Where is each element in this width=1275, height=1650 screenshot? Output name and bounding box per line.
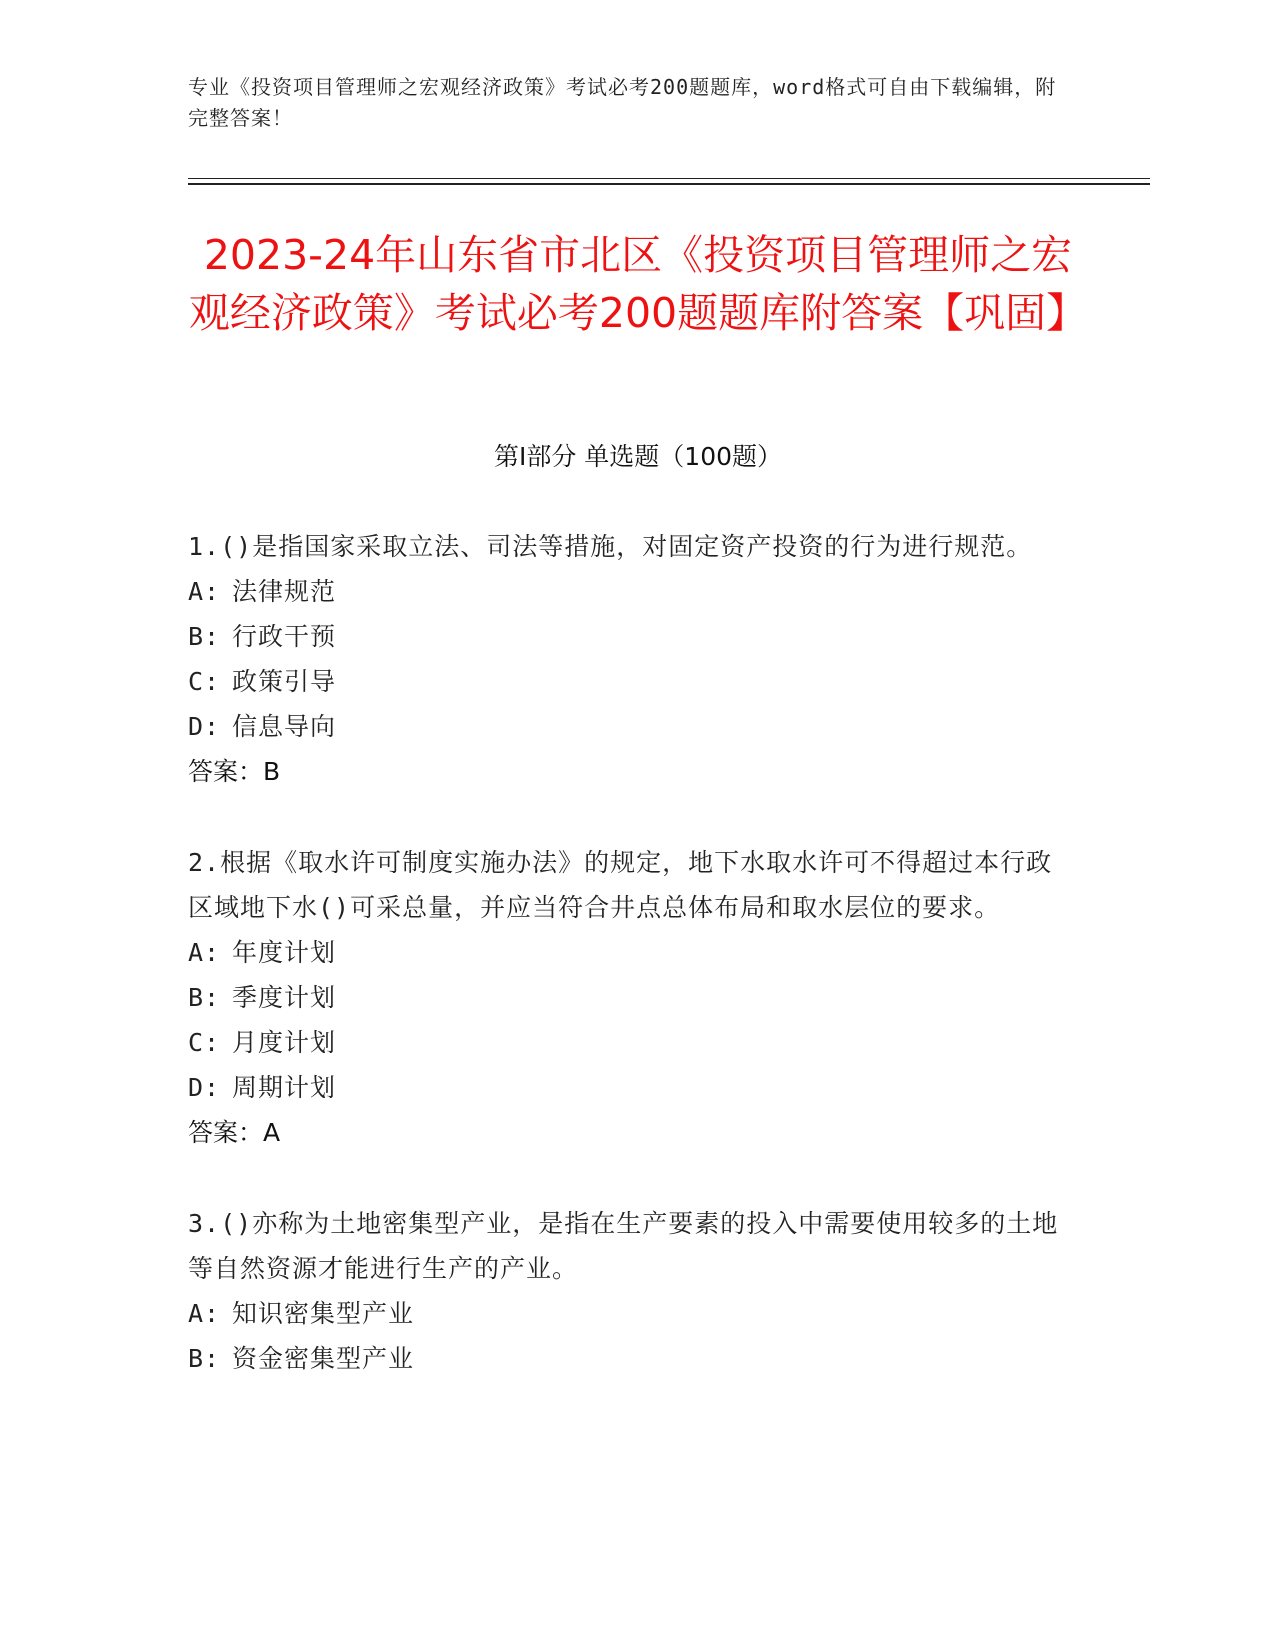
option-key: D: xyxy=(188,712,221,741)
option-text: 政策引导 xyxy=(232,667,337,696)
question-stem: 2.根据《取水许可制度实施办法》的规定，地下水取水许可不得超过本行政区域地下水()可采总量，并应当符合井点总体布局和取水层位的要求。 xyxy=(188,848,1053,922)
option-a xyxy=(188,930,1068,975)
section-heading: 第I部分 单选题（100题） xyxy=(493,442,783,471)
question-2 xyxy=(188,840,1068,1155)
option-key: B: xyxy=(188,1344,221,1373)
option-text: 资金密集型产业 xyxy=(232,1344,415,1373)
option-a xyxy=(188,569,1068,614)
option-text: 周期计划 xyxy=(232,1073,337,1102)
option-key: C: xyxy=(188,1028,221,1057)
answer-line: 答案：A xyxy=(188,1118,281,1147)
option-key: B: xyxy=(188,983,221,1012)
question-stem: 1.()是指国家采取立法、司法等措施，对固定资产投资的行为进行规范。 xyxy=(188,532,1033,561)
option-key: A: xyxy=(188,577,221,606)
option-key: B: xyxy=(188,622,221,651)
option-b xyxy=(188,1336,1068,1381)
question-1 xyxy=(188,524,1068,794)
header-rule-thick xyxy=(188,183,1150,185)
option-c xyxy=(188,1020,1068,1065)
option-d xyxy=(188,704,1068,749)
option-b xyxy=(188,614,1068,659)
option-text: 法律规范 xyxy=(232,577,337,606)
option-text: 知识密集型产业 xyxy=(232,1299,415,1328)
option-c xyxy=(188,659,1068,704)
question-stem: 3.()亦称为土地密集型产业，是指在生产要素的投入中需要使用较多的土地等自然资源才能进行生产的产业。 xyxy=(188,1209,1059,1283)
option-d xyxy=(188,1065,1068,1110)
question-3 xyxy=(188,1201,1068,1381)
option-key: A: xyxy=(188,938,221,967)
header-rule-thin xyxy=(188,178,1150,179)
option-key: A: xyxy=(188,1299,221,1328)
option-a xyxy=(188,1291,1068,1336)
option-text: 月度计划 xyxy=(232,1028,337,1057)
option-b xyxy=(188,975,1068,1020)
option-text: 行政干预 xyxy=(232,622,337,651)
option-text: 季度计划 xyxy=(232,983,337,1012)
option-text: 年度计划 xyxy=(232,938,337,967)
header-note: 专业《投资项目管理师之宏观经济政策》考试必考200题题库，word格式可自由下载编辑，附完整答案！ xyxy=(188,75,1057,130)
option-key: C: xyxy=(188,667,221,696)
answer-line: 答案：B xyxy=(188,757,281,786)
document-title: 2023-24年山东省市北区《投资项目管理师之宏观经济政策》考试必考200题题库附答案【巩固】 xyxy=(188,231,1088,337)
option-text: 信息导向 xyxy=(232,712,337,741)
option-key: D: xyxy=(188,1073,221,1102)
question-list xyxy=(188,524,1068,1427)
